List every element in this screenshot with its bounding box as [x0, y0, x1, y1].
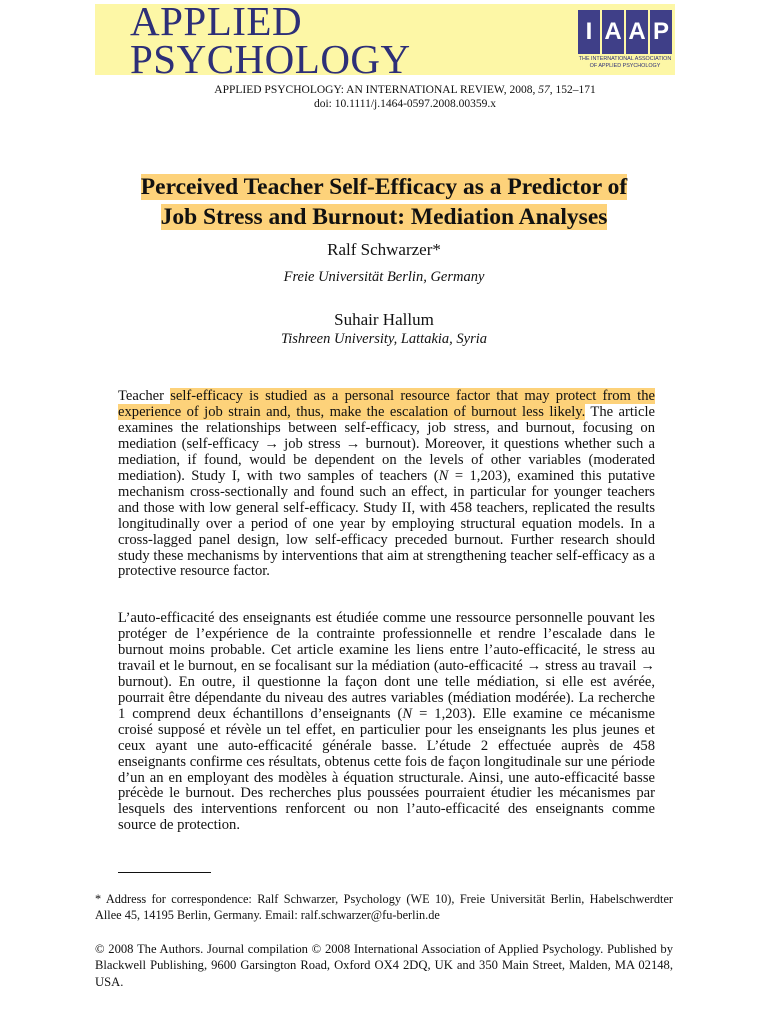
citation-pages: , 152–171: [549, 84, 596, 96]
citation-volume: 57: [538, 84, 550, 96]
paper-title: [84, 172, 684, 232]
iaap-logo: [578, 10, 672, 76]
paper-title-line1: Perceived Teacher Self-Efficacy as a Predictor of: [140, 174, 628, 200]
doi: doi: 10.1111/j.1464-0597.2008.00359.x: [313, 98, 497, 110]
journal-citation: [145, 83, 665, 97]
iaap-letter: A: [626, 10, 648, 54]
abstract-lead: Teacher: [118, 388, 171, 404]
citation-prefix: APPLIED PSYCHOLOGY: AN INTERNATIONAL REVIEW, 2008,: [214, 84, 539, 96]
author-affiliation: Freie Universität Berlin, Germany: [283, 269, 485, 285]
abstract-body: = 1,203), examined this putative mechanism cross-sectionally and found such an effect, in particular for younger teachers and those with low general self-efficacy. Study II, with 458 teachers, replicated the results longitudinally over a period of one year by employing structural equation models. In a cross-lagged panel design, low self-efficacy preceded burnout. Further research should study these mechanisms by interventions that aim at strengthening teacher self-efficacy as a protective resource factor.: [118, 467, 656, 580]
footnote-divider: [118, 872, 211, 873]
iaap-logo-subtitle: THE INTERNATIONAL ASSOCIATION OF APPLIED PSYCHOLOGY: [578, 56, 672, 69]
copyright-notice: © 2008 The Authors. Journal compilation © 2008 International Association of Applied Psychology. Published by Blackwell Publishing, 9600 Garsington Road, Oxford OX4 2DQ, UK and 350 Main Street, Malden, MA 02148, USA.: [95, 942, 673, 989]
n-symbol: N: [438, 467, 449, 484]
journal-title-line1: APPLIED: [130, 0, 303, 44]
abstract-body: L’auto-efficacité des enseignants est étudiée comme une ressource personnelle pouvant les protéger de l’expérience de la contrainte professionnelle et rendre l’escalade dans le burnout moins probable. Cet article examine les liens entre l’auto-efficacité, le stress au travail et le burnout, en se focalisant sur la médiation (auto-efficacité → stress au travail → burnout). En outre, il questionne la façon dont une telle médiation, si elle est avérée, pourrait être dépendante du niveau des autres variables (médiation modérée). La recherche 1 comprend deux échantillons d’enseignants (: [118, 610, 655, 722]
abstract-highlight: self-efficacy is studied as a personal resource factor that may protect from the experience of job strain and, thus, make the escalation of burnout less likely.: [118, 388, 655, 420]
journal-title: [130, 0, 411, 82]
iaap-letter: A: [602, 10, 624, 54]
abstract-body: = 1,203). Elle examine ce mécanisme croisé supposé et révèle un tel effet, en particulier pour les enseignants les plus jeunes et ceux ayant une auto-efficacité générale basse. L’étude 2 effectuée auprès de 458 enseignants confirme ces résultats, obtenus cette fois de façon longitudinale sur une période d’un an en employant des modèles à équation structurale. Ainsi, une auto-efficacité basse précède le burnout. Des recherches plus poussées pourraient étudier les mécanismes par lesquels des interventions renforcent ou non l’auto-efficacité des enseignants comme source de protection.: [118, 705, 655, 834]
abstract-french: [118, 611, 655, 834]
correspondence-footnote: * Address for correspondence: Ralf Schwarzer, Psychology (WE 10), Freie Universität Berlin, Habelschwerdter Allee 45, 14195 Berlin, Germany. Email: ralf.schwarzer@fu-berlin.de: [95, 892, 673, 922]
n-symbol: N: [402, 705, 413, 722]
author-affiliation: Tishreen University, Lattakia, Syria: [280, 331, 488, 347]
iaap-logo-letters: [578, 10, 672, 54]
author-name: Suhair Hallum: [334, 310, 434, 329]
abstract-body: The article examines the relationships between self-efficacy, job stress, and burnout, focusing on mediation (self-efficacy → job stress → burnout). Moreover, it questions whether such a mediation, if found, would be dependent on the levels of other variables (moderated mediation). Study I, with two samples of teachers (: [118, 403, 655, 484]
abstract-english: [118, 389, 655, 580]
iaap-letter: P: [650, 10, 672, 54]
iaap-letter: I: [578, 10, 600, 54]
journal-title-line2: PSYCHOLOGY: [130, 36, 411, 82]
paper-title-line2: Job Stress and Burnout: Mediation Analyses: [160, 204, 608, 230]
author-name: Ralf Schwarzer*: [327, 240, 441, 259]
